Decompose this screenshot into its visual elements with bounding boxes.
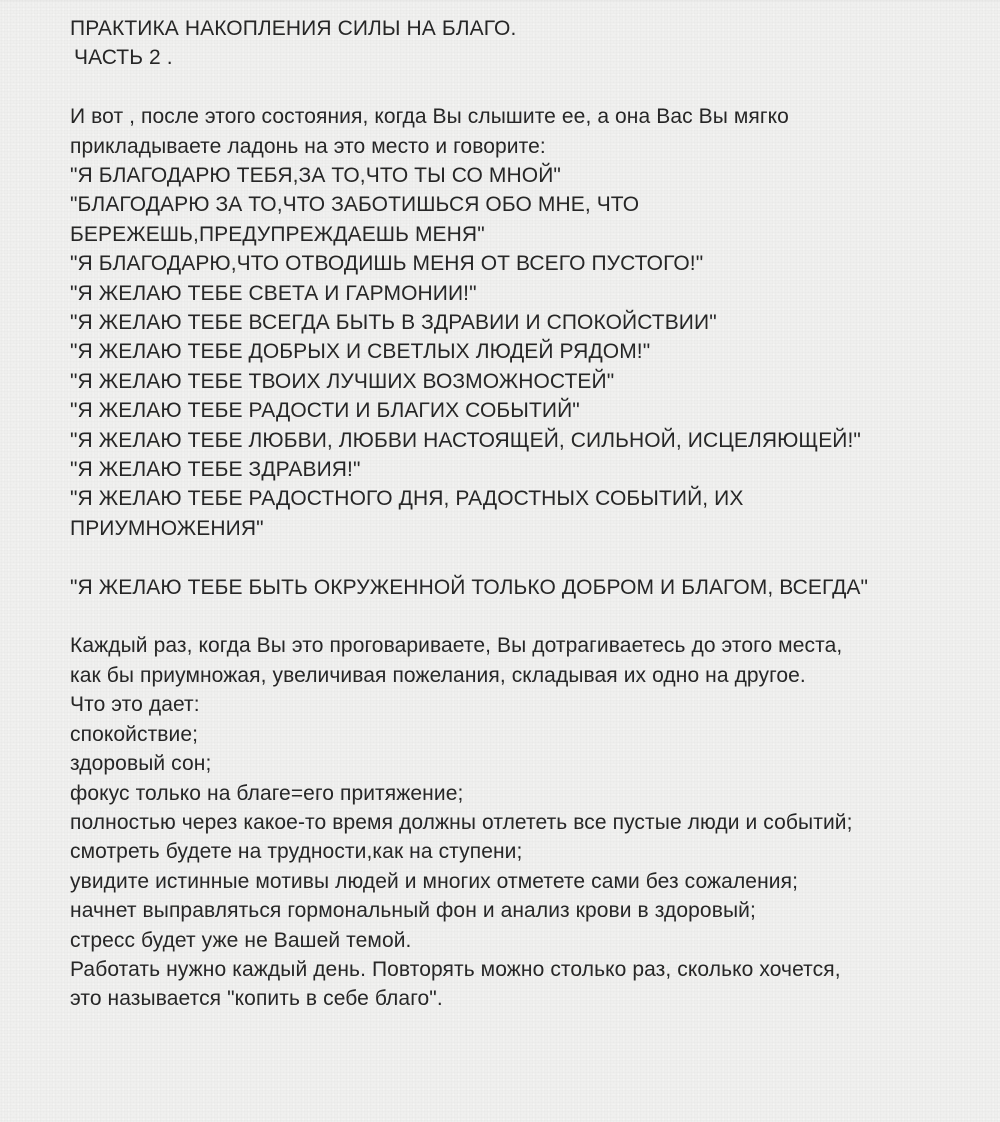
- final-affirmation: "Я ЖЕЛАЮ ТЕБЕ БЫТЬ ОКРУЖЕННОЙ ТОЛЬКО ДОБРОМ И БЛАГОМ, ВСЕГДА": [70, 575, 869, 599]
- affirmation-line: ПРИУМНОЖЕНИЯ": [70, 516, 264, 540]
- benefit-item: здоровый сон;: [70, 752, 212, 776]
- affirmation-line: "Я ЖЕЛАЮ ТЕБЕ ВСЕГДА БЫТЬ В ЗДРАВИИ И СПОКОЙСТВИИ": [70, 311, 717, 335]
- affirmation-line: "Я ЖЕЛАЮ ТЕБЕ ЗДРАВИЯ!": [70, 458, 361, 482]
- affirmation-line: "Я ЖЕЛАЮ ТЕБЕ ДОБРЫХ И СВЕТЛЫХ ЛЮДЕЙ РЯДОМ!": [70, 340, 651, 364]
- affirmation-line: "БЛАГОДАРЮ ЗА ТО,ЧТО ЗАБОТИШЬСЯ ОБО МНЕ, ЧТО: [70, 193, 640, 217]
- benefit-item: начнет выправляться гормональный фон и анализ крови в здоровый;: [70, 899, 756, 923]
- paragraph-gap: [70, 543, 970, 572]
- document-part-label: ЧАСТЬ 2 .: [74, 46, 173, 70]
- affirmation-line: БЕРЕЖЕШЬ,ПРЕДУПРЕЖДАЕШЬ МЕНЯ": [70, 222, 485, 246]
- paragraph-gap: [70, 73, 970, 102]
- affirmation-line: "Я ЖЕЛАЮ ТЕБЕ ТВОИХ ЛУЧШИХ ВОЗМОЖНОСТЕЙ": [70, 369, 615, 393]
- intro-line: И вот , после этого состояния, когда Вы слышите ее, а она Вас Вы мягко: [70, 105, 789, 129]
- outro-line: как бы приумножая, увеличивая пожелания, складывая их одно на другое.: [70, 663, 806, 687]
- closing-line: это называется "копить в себе благо".: [70, 987, 443, 1011]
- paragraph-gap: [70, 602, 970, 631]
- benefit-item: увидите истинные мотивы людей и многих отметете сами без сожаления;: [70, 869, 799, 893]
- page-top-edge: [0, 0, 1000, 2]
- affirmation-line: "Я БЛАГОДАРЮ ТЕБЯ,ЗА ТО,ЧТО ТЫ СО МНОЙ": [70, 164, 561, 188]
- benefit-item: стресс будет уже не Вашей темой.: [70, 928, 412, 952]
- document-text: [70, 14, 970, 1014]
- affirmation-line: "Я ЖЕЛАЮ ТЕБЕ РАДОСТНОГО ДНЯ, РАДОСТНЫХ СОБЫТИЙ, ИХ: [70, 487, 744, 511]
- closing-line: Работать нужно каждый день. Повторять можно столько раз, сколько хочется,: [70, 957, 841, 981]
- affirmation-line: "Я ЖЕЛАЮ ТЕБЕ РАДОСТИ И БЛАГИХ СОБЫТИЙ": [70, 399, 580, 423]
- benefit-item: фокус только на благе=его притяжение;: [70, 781, 464, 805]
- document-title: ПРАКТИКА НАКОПЛЕНИЯ СИЛЫ НА БЛАГО.: [70, 17, 517, 40]
- affirmation-line: "Я БЛАГОДАРЮ,ЧТО ОТВОДИШЬ МЕНЯ ОТ ВСЕГО ПУСТОГО!": [70, 252, 704, 276]
- outro-line: Каждый раз, когда Вы это проговариваете, Вы дотрагиваетесь до этого места,: [70, 634, 843, 658]
- benefit-item: смотреть будете на трудности,как на ступени;: [70, 840, 523, 864]
- benefits-heading: Что это дает:: [70, 693, 200, 717]
- affirmation-line: "Я ЖЕЛАЮ ТЕБЕ ЛЮБВИ, ЛЮБВИ НАСТОЯЩЕЙ, СИЛЬНОЙ, ИСЦЕЛЯЮЩЕЙ!": [70, 428, 861, 452]
- intro-line: прикладываете ладонь на это место и говорите:: [70, 134, 546, 158]
- affirmation-line: "Я ЖЕЛАЮ ТЕБЕ СВЕТА И ГАРМОНИИ!": [70, 281, 477, 305]
- benefit-item: полностью через какое-то время должны отлететь все пустые люди и событий;: [70, 810, 853, 834]
- benefit-item: спокойствие;: [70, 722, 199, 746]
